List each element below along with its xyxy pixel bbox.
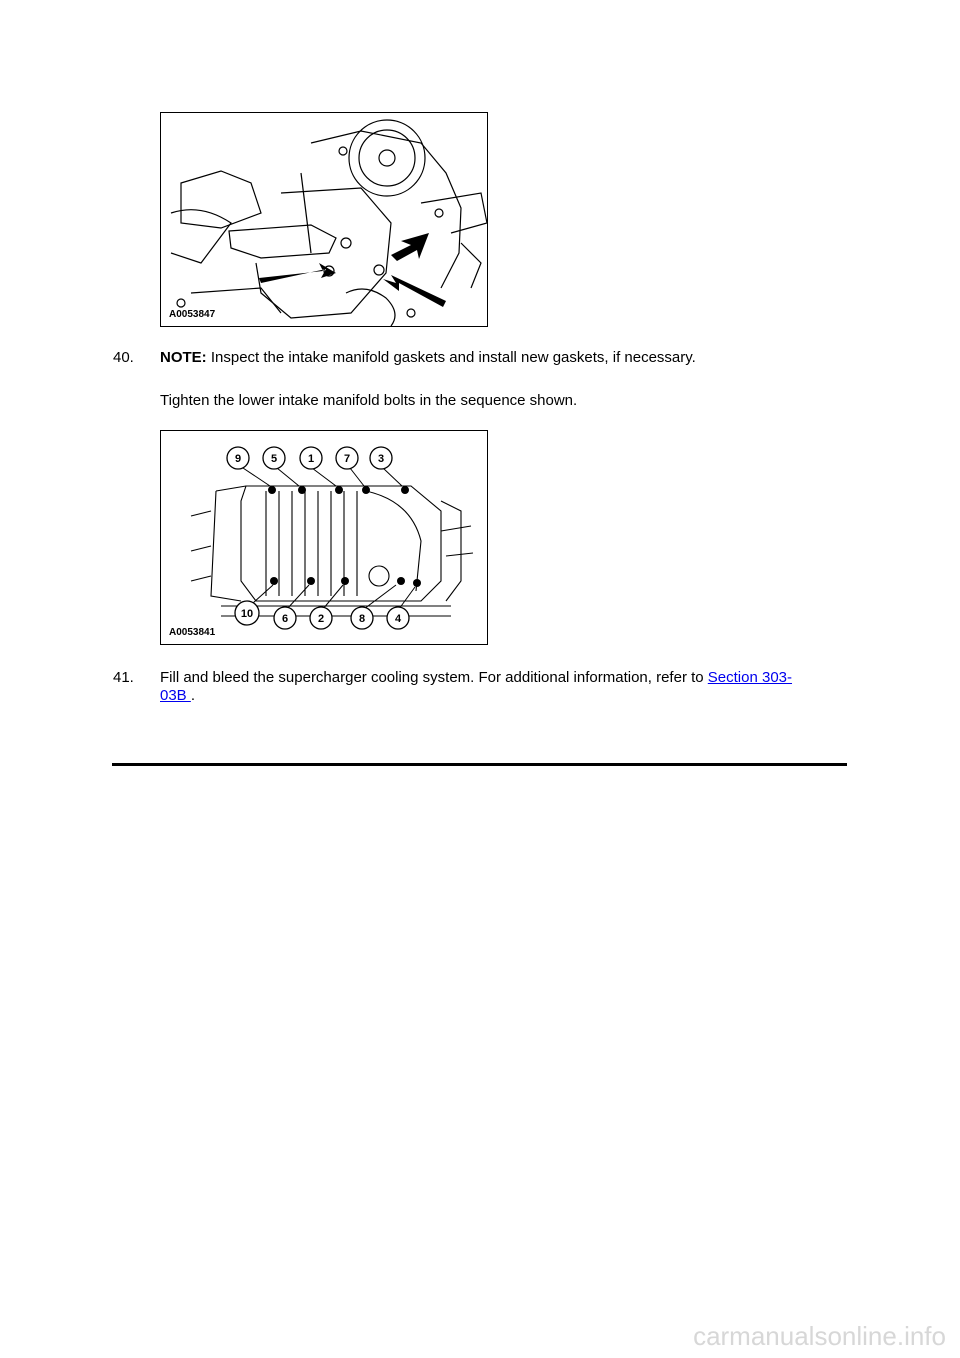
callout-10: 10 (240, 608, 254, 620)
step-41-text: Fill and bleed the supercharger cooling system. For additional information, refer to (160, 669, 708, 686)
figure-id-label: A0053847 (169, 309, 216, 320)
callout-2: 2 (317, 613, 325, 625)
step-40-instruction (160, 392, 860, 412)
engine-illustration-2 (161, 431, 487, 644)
link-line-1: Section 303- (707, 669, 793, 686)
callout-8: 8 (358, 613, 366, 625)
figure-a0053847 (160, 112, 488, 327)
note-label: NOTE: (160, 349, 207, 366)
watermark: carmanualsonline.info (693, 1321, 946, 1351)
step-number: 40. (113, 349, 134, 366)
callout-1: 1 (307, 453, 315, 465)
section-divider (112, 763, 847, 766)
step-number: 41. (113, 669, 134, 686)
step-note (160, 349, 696, 367)
note-text: Inspect the intake manifold gaskets and install new gaskets, if necessary. (206, 349, 696, 366)
callout-5: 5 (270, 453, 278, 465)
callout-7: 7 (343, 453, 351, 465)
instruction-text: Tighten the lower intake manifold bolts in the sequence shown. (160, 392, 578, 409)
callout-9: 9 (234, 453, 242, 465)
link-trailing: . (190, 687, 196, 704)
figure-id-label: A0053841 (169, 627, 216, 638)
figure-a0053841 (160, 430, 488, 645)
link-line-2: 03B (160, 687, 191, 704)
step-41 (113, 669, 853, 709)
engine-illustration-1 (161, 113, 487, 326)
callout-6: 6 (281, 613, 289, 625)
callout-4: 4 (394, 613, 402, 625)
step-text (160, 669, 850, 705)
callout-3: 3 (377, 453, 385, 465)
step-40 (113, 349, 853, 369)
